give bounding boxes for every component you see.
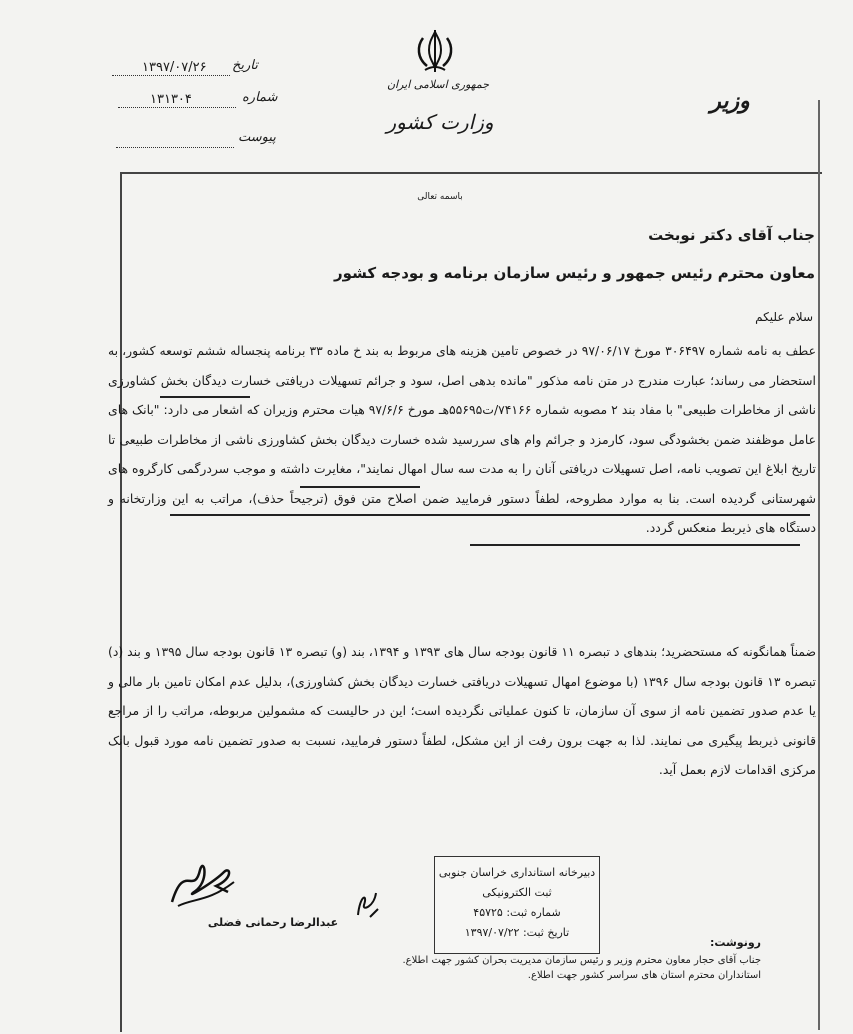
signature-scribble-icon <box>164 852 240 912</box>
paragraph-2: ضمناً همانگونه که مستحضرید؛ بندهای د تبصره ۱۱ قانون بودجه سال های ۱۳۹۳ و ۱۳۹۴، بند (و) تبصره ۱۳ قانون بودجه سال ۱۳۹۵ و بند (د) تبصره ۱۳ قانون بودجه سال ۱۳۹۶ (با موضوع امهال تسهیلات دریافتی خسارت دیدگان بخش کشاورزی)، بدلیل عدم امکان تامین بار مالی و یا عدم صدور تضمین نامه از سوی آن سازمان، تا کنون عملیاتی نگردیده است؛ این در حالیست که مشمولین مربوطه، مراتب را از مراجع قانونی ذیربط پیگیری می نمایند. لذا به جهت برون رفت از این مشکل، لطفاً دستور فرمایید، نسبت به صدور تضمین نامه مورد قبول بانک مرکزی اقدامات لازم بعمل آید. <box>108 644 817 777</box>
republic-name: جمهوری اسلامی ایران <box>386 78 490 91</box>
greeting: سلام علیکم <box>755 310 813 324</box>
recipient-name: جناب آقای دکتر نوبخت <box>648 226 815 244</box>
minister-title: وزیر <box>710 88 750 114</box>
invocation: باسمه تعالی <box>417 192 463 202</box>
number-value: ۱۳۱۳۰۴ <box>150 92 192 107</box>
iran-emblem-icon <box>413 28 457 74</box>
stamp-reg-date-label: تاریخ ثبت: <box>522 926 570 939</box>
handwritten-underline <box>170 514 810 516</box>
cc-list <box>281 953 761 983</box>
right-margin-line <box>818 100 820 1030</box>
stamp-office: دبیرخانه استانداری خراسان جنوبی <box>438 866 596 879</box>
paragraph-1: عطف به نامه شماره ۳۰۶۴۹۷ مورخ ۹۷/۰۶/۱۷ در خصوص تامین هزینه های مربوط به بند خ ماده ۳۳ برنامه پنجساله ششم توسعه کشور، به استحضار می رساند؛ عبارت مندرج در متن نامه مذکور "مانده بدهی اصل، سود و جرائم تسهیلات دریافتی خسارت دیدگان بخش کشاورزی ناشی از مخاطرات طبیعی" با مفاد بند ۲ مصوبه شماره ۷۴۱۶۶/ت۵۵۶۹۵هـ مورخ ۹۷/۶/۶ هیات محترم وزیران که اشعار می دارد: "بانک های عامل موظفند ضمن بخشودگی سود، کارمزد و جرائم وام های سررسید شده خسارت دیدگان بخش کشاورزی ناشی از مخاطرات طبیعی تا تاریخ ابلاغ این تصویب نامه، اصل تسهیلات دریافتی آنان را به مدت سه سال امهال نمایند"، مغایرت داشته و موجب سردرگمی کارگروه های شهرستانی گردیده است. بنا به موارد مطروحه، لطفاً دستور فرمایید ضمن اصلاح متن فوق (ترجیحاً حذف)، مراتب به این وزارتخانه و دستگاه های ذیربط منعکس گردد. <box>108 343 817 535</box>
stamp-type: ثبت الکترونیکی <box>482 886 552 899</box>
attachment-dots <box>116 146 234 148</box>
stamp-reg-date-row <box>435 923 599 943</box>
number-label: شماره <box>242 90 278 105</box>
registration-stamp <box>434 856 600 954</box>
stamp-reg-number-row <box>435 903 599 923</box>
handwritten-underline <box>300 486 420 488</box>
stamp-reg-number: ۴۵۷۲۵ <box>473 906 503 919</box>
cc-item: استانداران محترم استان های سراسر کشور جهت اطلاع. <box>527 970 761 981</box>
recipient-title: معاون محترم رئیس جمهور و رئیس سازمان برنامه و بودجه کشور <box>334 264 815 282</box>
ministry-name: وزارت کشور <box>386 110 494 134</box>
stamp-reg-number-label: شماره ثبت: <box>506 906 561 919</box>
stamp-reg-date: ۱۳۹۷/۰۷/۲۲ <box>464 926 520 939</box>
initial-mark-icon <box>352 887 382 921</box>
handwritten-underline <box>470 544 800 546</box>
signer-name: عبدالرضا رحمانی فضلی <box>207 916 339 929</box>
handwritten-underline <box>160 396 250 398</box>
date-label: تاریخ <box>232 58 258 73</box>
date-value: ۱۳۹۷/۰۷/۲۶ <box>142 60 207 75</box>
attachment-label: پیوست <box>238 130 276 145</box>
cc-label: رونوشت: <box>709 936 761 949</box>
cc-item: جناب آقای حجار معاون محترم وزیر و رئیس سازمان مدیریت بحران کشور جهت اطلاع. <box>402 955 761 966</box>
